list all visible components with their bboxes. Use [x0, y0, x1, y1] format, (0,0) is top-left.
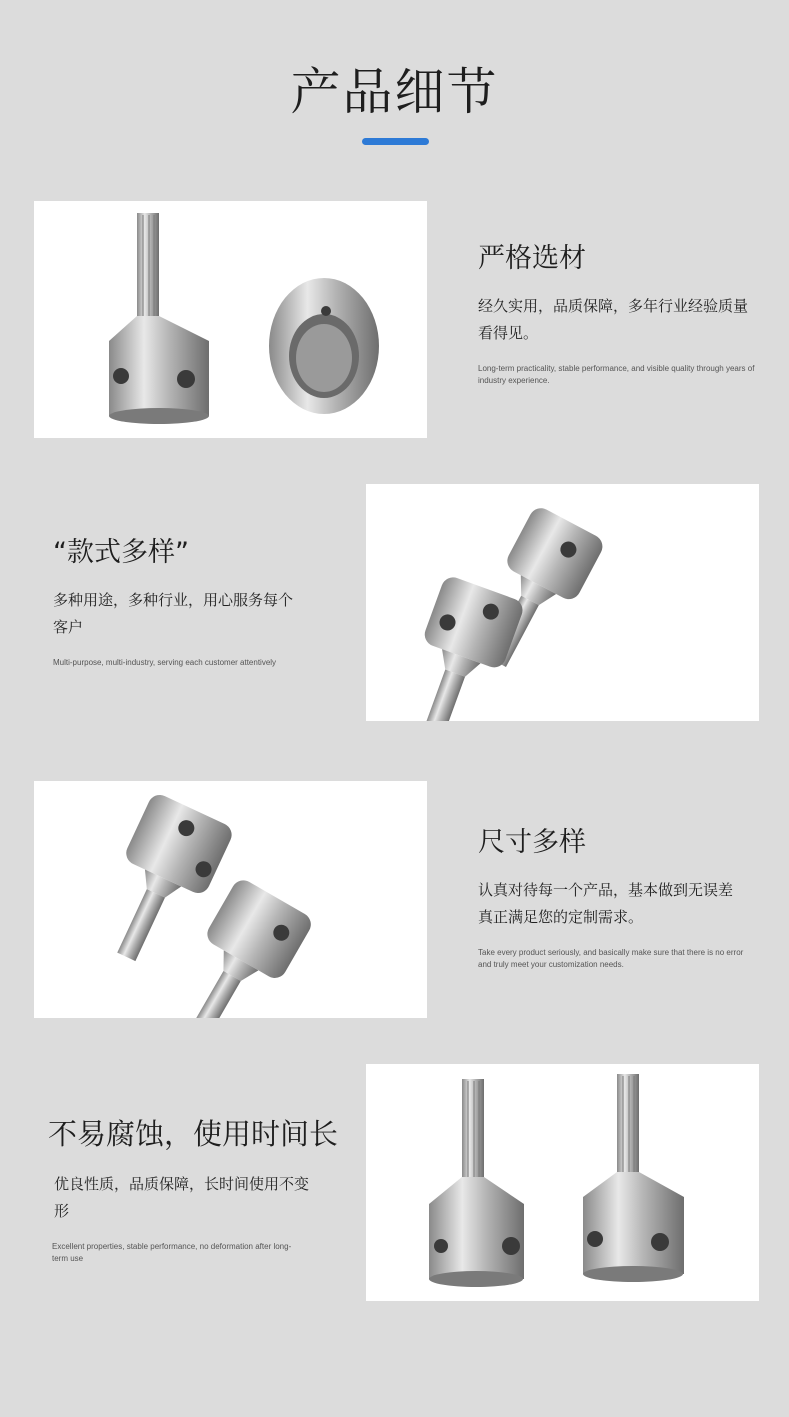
- section-4-text: [48, 1112, 348, 1265]
- section-description: 经久实用，品质保障，多年行业经验质量看得见。: [478, 297, 749, 342]
- section-description: 优良性质，品质保障，长时间使用不变形: [54, 1175, 310, 1220]
- section-heading: 尺寸多样: [478, 827, 586, 858]
- section-description-en: Multi-purpose, multi-industry, serving each customer attentively: [53, 658, 277, 667]
- section-description-en: Excellent properties, stable performance, no deformation after long-term use: [52, 1242, 292, 1263]
- section-heading: 不易腐蚀，使用时间长: [48, 1117, 339, 1151]
- section-2-text: [53, 530, 353, 669]
- title-accent-bar: [362, 138, 429, 145]
- product-photo-1: [34, 201, 427, 438]
- section-heading: “款式多样”: [53, 537, 189, 568]
- section-description-en: Take every product seriously, and basically make sure that there is no error and truly meet your customization needs.: [478, 948, 744, 969]
- section-1-text: [478, 236, 778, 387]
- page-title: 产品细节: [290, 63, 499, 121]
- product-photo-2: [366, 484, 759, 721]
- section-3-text: [478, 820, 778, 971]
- section-description: 多种用途，多种行业，用心服务每个客户: [53, 591, 294, 636]
- section-description: 认真对待每一个产品，基本做到无误差真正满足您的定制需求。: [478, 881, 734, 926]
- section-description-en: Long-term practicality, stable performance, and visible quality through years of industry experience.: [478, 364, 755, 385]
- product-photo-3: [34, 781, 427, 1018]
- section-heading: 严格选材: [478, 243, 586, 274]
- page-header: [0, 0, 789, 160]
- product-photo-4: [366, 1064, 759, 1301]
